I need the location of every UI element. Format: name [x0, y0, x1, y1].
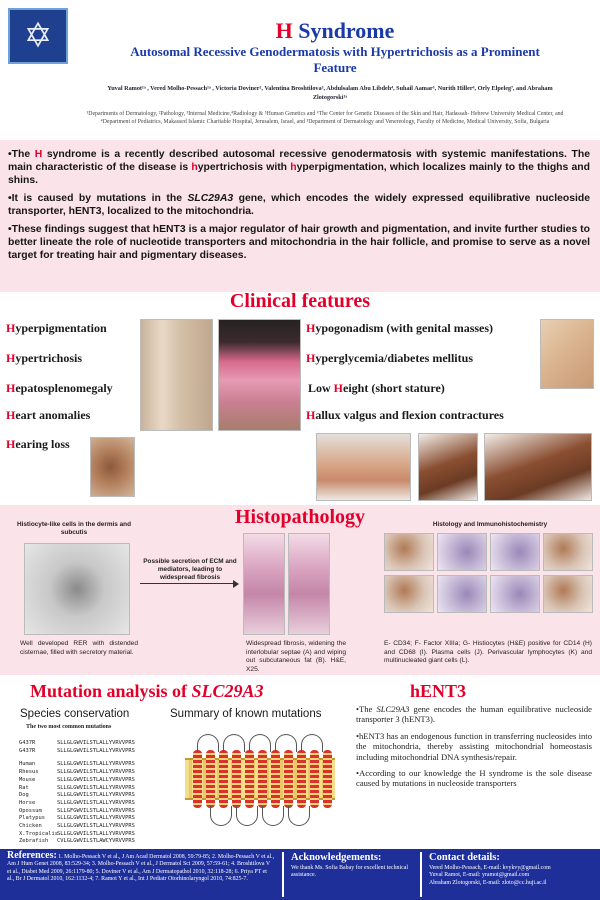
photo-ihc-l	[543, 575, 593, 613]
alignment-row: Rhesus SLLGLGWVILSTLALLYVRVVPRS	[19, 769, 135, 776]
alignment-row: G437R SLLGLGWVILSTLALLYVRVVPRS	[19, 740, 135, 746]
photo-hand-contractures	[418, 433, 478, 501]
clinical-features-heading: Clinical features	[229, 290, 371, 312]
transmembrane-helix	[193, 750, 202, 808]
extracellular-loop	[223, 734, 245, 752]
references-text: References: 1. Molho-Pessach V et al., J Am Acad Dermatol 2008, 59:79-85; 2. Molho-Pessach V et al., Am J Hum Genet 2008, 83:529-34; 3. Molho-Pessach V et al., J Dermatol Sci 2009, 57:59-61; 4. Broshtilova V et al., Diabet Med 2009, 26:1179-80; 5. Doviner V et al., Am J Dermatopathol 2010, 32:118-28; 6. Priya PT et al., Br J Dermatol 2010, 162:1132-4; 7. Ramot Y et al., Int J Pediatr Otorhinolaryngol 2010, 74:825-7.	[7, 850, 275, 883]
species-conservation-title: Species conservation	[20, 708, 130, 720]
references-box	[2, 849, 280, 900]
contact-line-3[interactable]: Abraham Zlotogorski, E-mail: zloto@cc.huji.ac.il	[429, 879, 547, 886]
species-subtitle: The two most common mutations	[26, 724, 112, 730]
hent3-paragraph-3: •According to our knowledge the H syndrome is the sole disease caused by mutations in nucleoside transporters	[356, 768, 592, 789]
contact-line-1[interactable]: Vered Molho-Pessach, E-mail: kvykvy@gmail.com	[429, 865, 551, 871]
alignment-row: Human SLLGLGWVILSTLALLYVRVVPRS	[19, 761, 135, 768]
histopathology-heading: Histopathology	[234, 506, 366, 528]
mutation-analysis-heading: Mutation analysis of SLC29A3	[30, 681, 264, 701]
photo-electron-micrograph	[24, 543, 130, 635]
intracellular-loop	[288, 806, 310, 826]
clinical-feature-right-1: Hypogonadism (with genital masses)	[306, 321, 494, 335]
transmembrane-helix	[232, 750, 241, 808]
poster-footer	[0, 849, 600, 900]
alignment-row: Rat SLLGLGWVILSTLALLYVRVVPRS	[19, 784, 135, 791]
ihc-label: Histology and Immunohistochemistry	[432, 521, 548, 528]
acknowledgements-box	[286, 849, 416, 900]
transmembrane-helix	[297, 750, 306, 808]
ihc-caption: E- CD34; F- Factor XIIIa; G- Histiocytes (H&E) positive for CD14 (H) and CD68 (I). Plasma cells (J). Perivascular lymphocytes (K) and multinucleated giant cells (L).	[384, 640, 592, 664]
hent3-paragraph-2: •hENT3 has an endogenous function in transferring nucleosides into the mitochondria, thereby assisting mitochondrial homeostasis including mitochondrial DNA synthesis/repair.	[356, 730, 592, 762]
summary-mutations-title: Summary of known mutations	[170, 708, 322, 720]
alignment-row: Platypus SLLGLGWVILSTLALLYVRVVPRS	[19, 815, 135, 822]
title-rest: Syndrome	[292, 18, 395, 43]
clinical-feature-left-4: Heart anomalies	[6, 408, 91, 422]
clinical-feature-left-2: Hypertrichosis	[6, 351, 82, 365]
alignment-row: X.Tropicalis SLLGLGWVILSTLALLYVRVVPRS	[19, 830, 135, 837]
photo-ihc-e	[384, 533, 434, 571]
clinical-feature-left-1: Hyperpigmentation	[6, 321, 107, 335]
extracellular-loop	[197, 734, 219, 752]
institution-logo	[8, 8, 68, 64]
transmembrane-helix	[258, 750, 267, 808]
he-caption: Widespread fibrosis, widening the interlobular septae (A) and wiping out subcutaneous fat (B). H&E, X25.	[246, 640, 346, 673]
clinical-feature-left-5: Hearing loss	[6, 437, 70, 451]
acknowledgements-title: Acknowledgements:	[291, 852, 382, 863]
clinical-feature-right-3: Low Height (short stature)	[308, 381, 445, 395]
transmembrane-helix	[310, 750, 319, 808]
star-of-david-icon: ✡	[23, 16, 53, 56]
alignment-row: Horse SLLGLGWVILSTLALLYVRVVPRS	[19, 799, 135, 806]
poster-title	[140, 18, 530, 44]
photo-hallux-valgus-feet	[316, 433, 411, 501]
photo-thighs-hypertrichosis	[218, 319, 301, 431]
footer-divider	[282, 852, 284, 897]
affiliations: ¹Departments of Dermatology, ²Pathology, ³Internal Medicine,⁴Radiology & ⁵Human Genetics and ⁶The Center for Genetic Diseases of the Skin and Hair, Hadassah- Hebrew University Medical Center, and ⁴Department of Pediatrics, Makassed Islamic Charitable Hospital, Jerusalem, Israel, and ³Department of Dermatology and Venereology, Faculty of Medicine, Medical University, Sofia, Bulgaria	[86, 111, 564, 125]
arrow-head-icon	[233, 580, 239, 588]
footer-divider	[420, 852, 422, 897]
transmembrane-helix	[219, 750, 228, 808]
author-list: Yuval Ramot¹ᵃ , Vered Molho-Pessach¹ᵃ , Victoria Doviner², Valentina Broshtilova³, Abdulsalam Abu Libdeh⁴, Suhail Aamar⁵, Nurith Hiller⁶, Orly Elpeleg⁷, and Abraham Zlotogorski¹ᵃ	[107, 85, 553, 101]
alignment-row: Chicken SLLGLGWVILSTLALLYVRVVPRS	[19, 823, 135, 830]
clinical-feature-left-3: Hepatosplenomegaly	[6, 381, 113, 395]
photo-ihc-f	[437, 533, 487, 571]
intro-paragraph-1: •The H syndrome is a recently described autosomal recessive genodermatosis with systemic manifestations. The main characteristic of the disease is hypertrichosis with hyperpigmentation, which localizes mainly to the thighs and shins.	[8, 149, 591, 186]
hent3-text	[356, 704, 592, 795]
extracellular-loop	[275, 734, 297, 752]
intracellular-loop	[210, 806, 232, 826]
intracellular-loop	[236, 806, 258, 826]
title-h: H	[275, 18, 293, 43]
poster-header	[0, 0, 600, 140]
photo-he-stain-a	[243, 533, 285, 635]
contact-title: Contact details:	[429, 852, 500, 863]
transmembrane-helix	[206, 750, 215, 808]
alignment-row: Mouse SLLGLGWVILSTLALLYVRVVPRS	[19, 776, 135, 783]
photo-he-stain-b	[288, 533, 330, 635]
photo-ihc-g	[490, 533, 540, 571]
poster-subtitle: Autosomal Recessive Genodermatosis with Hypertrichosis as a Prominent Feature	[130, 44, 540, 75]
sequence-alignment	[19, 740, 169, 846]
contact-line-2[interactable]: Yuval Ramot, E-mail: yramot@gmail.com	[429, 872, 530, 879]
alignment-row: Opossum SLLGFGWVILSTLALLYVRVVPRS	[19, 807, 135, 814]
photo-ihc-j	[437, 575, 487, 613]
alignment-row: Zebrafish CVLGLGWVILSTLAWCYVRVVPRS	[19, 838, 135, 845]
arrow-line	[140, 583, 235, 584]
clinical-feature-right-4: Hallux valgus and flexion contractures	[306, 408, 504, 422]
clinical-feature-right-2: Hyperglycemia/diabetes mellitus	[306, 351, 473, 365]
intro-paragraph-3: •These findings suggest that hENT3 is a major regulator of hair growth and pigmentation, and invite further studies to better lineate the role of nucleotide transporters and mitochondria in the hair follicle, and promise to serve as a novel target for treating hair and pigmentary diseases.	[8, 224, 590, 261]
transmembrane-helix	[323, 750, 332, 808]
acknowledgements-text: We thank Ms. Sofia Babay for excellent technical assistance.	[291, 865, 408, 879]
photo-ihc-i	[384, 575, 434, 613]
intro-paragraph-2: •It is caused by mutations in the SLC29A3 gene, which encodes the widely expressed equilibrative nucleoside transporter, hENT3, localized to the mitochondria.	[8, 193, 590, 217]
hent3-heading: hENT3	[410, 681, 467, 701]
photo-genital-mass	[540, 319, 594, 389]
photo-ihc-k	[490, 575, 540, 613]
alignment-row: G437R SLLGLGWVILSTLALLYVRVVPRS	[19, 747, 135, 754]
hent3-paragraph-1: •The SLC29A3 gene encodes the human equilibrative nucleoside transporter 3 (hENT3).	[356, 704, 592, 725]
photo-hyperpigmented-legs	[140, 319, 213, 431]
alignment-row: Dog SLLGLGWVILSTLALLYVRVVPRS	[19, 792, 135, 799]
transmembrane-helix	[271, 750, 280, 808]
transmembrane-helix	[284, 750, 293, 808]
transmembrane-helix	[245, 750, 254, 808]
contact-box	[424, 849, 598, 900]
transporter-topology-diagram	[175, 728, 345, 840]
intracellular-loop	[262, 806, 284, 826]
photo-ihc-h	[543, 533, 593, 571]
photo-ear	[90, 437, 135, 497]
em-label: Histiocyte-like cells in the dermis and subcutis	[16, 521, 131, 536]
extracellular-loop	[249, 734, 271, 752]
extracellular-loop	[301, 734, 323, 752]
intro-section	[0, 140, 600, 292]
arrow-label: Possible secretion of ECM and mediators, leading to widespread fibrosis	[143, 558, 237, 581]
photo-both-hands	[484, 433, 592, 501]
em-caption: Well developed RER with distended cisternae, filled with secretory material.	[20, 640, 138, 656]
